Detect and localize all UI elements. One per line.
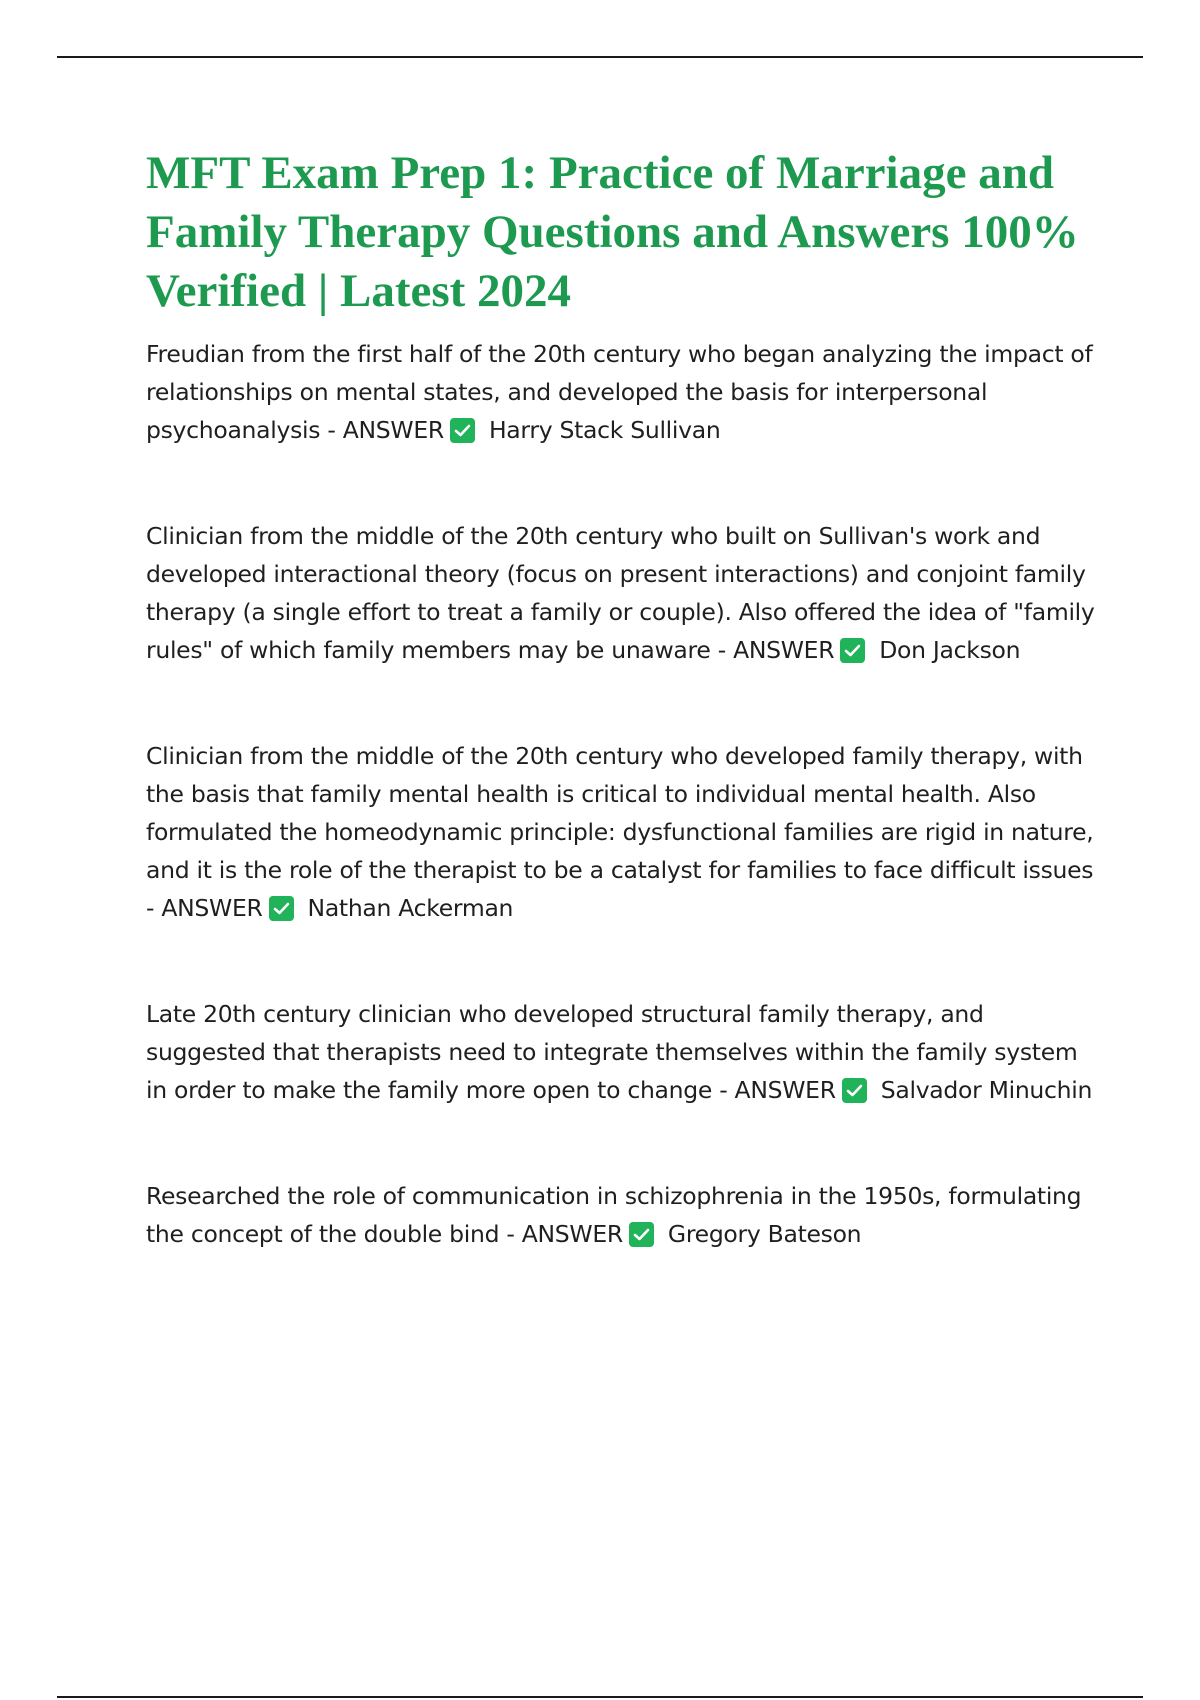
check-box-icon: [450, 418, 475, 443]
question-text: Researched the role of communication in schizophrenia in the 1950s, formulating the concept of the double bind: [146, 1182, 1082, 1248]
answer-text: Salvador Minuchin: [880, 1076, 1093, 1104]
answer-label: - ANSWER: [506, 1220, 623, 1248]
question-text: Freudian from the first half of the 20th century who began analyzing the impact of relationships on mental states, and developed the basis for interpersonal psychoanalysis: [146, 340, 1093, 444]
answer-label: - ANSWER: [717, 636, 835, 664]
question-text: Clinician from the middle of the 20th century who built on Sullivan's work and developed interactional theory (focus on present interactions) and conjoint family therapy (a single effort to treat a family or couple). Also offered the idea of "family rules" of which family members may be unaware: [146, 522, 1095, 664]
qa-item-2: [146, 517, 1096, 669]
document-title: MFT Exam Prep 1: Practice of Marriage and Family Therapy Questions and Answers 100% Verified | Latest 2024: [146, 147, 1079, 317]
question-text: Clinician from the middle of the 20th century who developed family therapy, with the basis that family mental health is critical to individual mental health. Also formulated the homeodynamic principle: dysfunctional families are rigid in nature, and it is the role of the therapist to be a catalyst for families to face difficult issues: [146, 742, 1094, 884]
qa-item-5: [146, 1177, 1096, 1253]
answer-text: Nathan Ackerman: [307, 894, 514, 922]
document-body: [146, 144, 1096, 1321]
answer-text: Gregory Bateson: [667, 1220, 862, 1248]
check-box-icon: [269, 896, 294, 921]
check-box-icon: [842, 1078, 867, 1103]
qa-item-3: [146, 737, 1096, 927]
question-text: Late 20th century clinician who developed structural family therapy, and suggested that therapists need to integrate themselves within the family system in order to make the family more open to change: [146, 1000, 1078, 1104]
answer-label: - ANSWER: [146, 894, 263, 922]
answer-label: - ANSWER: [327, 416, 444, 444]
answer-label: - ANSWER: [719, 1076, 836, 1104]
top-rule: [57, 56, 1143, 58]
qa-item-1: [146, 335, 1096, 449]
check-box-icon: [629, 1222, 654, 1247]
bottom-rule: [57, 1696, 1143, 1698]
answer-text: Harry Stack Sullivan: [488, 416, 721, 444]
qa-item-4: [146, 995, 1096, 1109]
check-box-icon: [840, 638, 865, 663]
answer-text: Don Jackson: [879, 636, 1021, 664]
